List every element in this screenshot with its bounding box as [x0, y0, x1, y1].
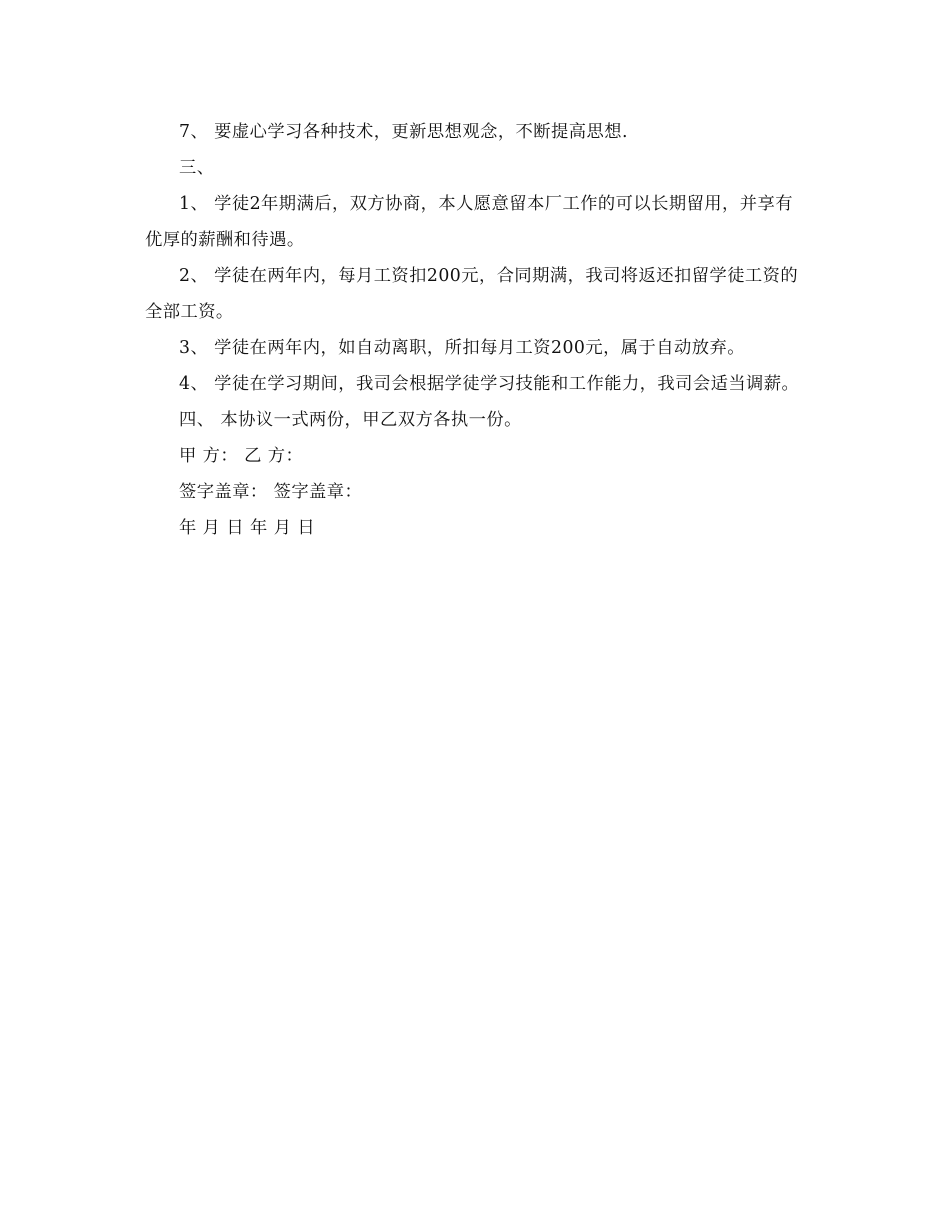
document-page	[145, 114, 810, 546]
clause-3-1: 1、 学徒2年期满后，双方协商，本人愿意留本厂工作的可以长期留用，并享有优厚的薪酬和待遇。	[145, 194, 793, 250]
clause-3-3: 3、 学徒在两年内，如自动离职，所扣每月工资200元，属于自动放弃。	[179, 338, 745, 358]
signature-seal-labels: 签字盖章： 签字盖章：	[179, 482, 363, 502]
clause-3-4: 4、 学徒在学习期间，我司会根据学徒学习技能和工作能力，我司会适当调薪。	[179, 374, 800, 394]
party-labels: 甲 方： 乙 方：	[179, 446, 304, 466]
date-labels: 年 月 日 年 月 日	[179, 518, 316, 538]
clause-3-2: 2、 学徒在两年内，每月工资扣200元，合同期满，我司将返还扣留学徒工资的 全部工资。	[145, 266, 799, 322]
clause-7: 7、 要虚心学习各种技术，更新思想观念，不断提高思想.	[179, 122, 628, 142]
section-3-heading: 三、	[179, 158, 215, 178]
section-4-agreement-copies: 四、 本协议一式两份，甲乙双方各执一份。	[179, 410, 522, 430]
